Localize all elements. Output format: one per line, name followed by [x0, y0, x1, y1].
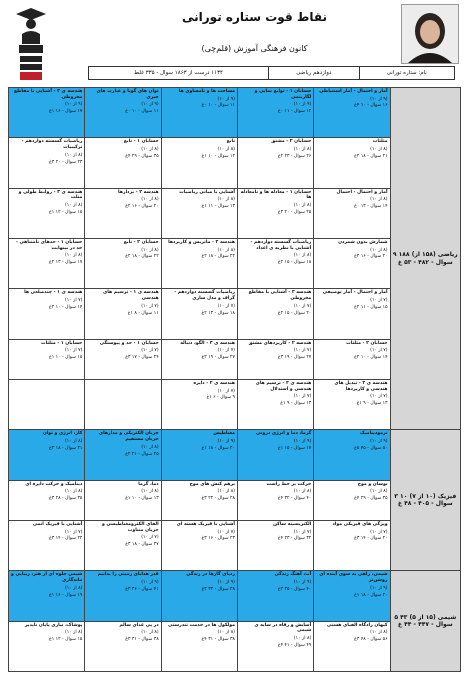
topic-title: مغناطیس — [213, 431, 235, 437]
topic-score: (۸ از ۱۰) — [293, 253, 312, 259]
topic-stats: ۴۹ سوال - ۴۱ ۴غ — [277, 642, 312, 648]
topic-stats: ۱۴ سوال - ۱۳ ۰غ — [354, 204, 388, 210]
subject-cell: شیمی (۱۵ از ۵) ۴۳ ۵ سوال - ۴۴۷ - ۴۴ غ — [390, 571, 460, 672]
table-row — [9, 430, 461, 480]
topic-cell — [9, 621, 85, 671]
topic-stats: ۲۱ سوال - ۱۸ ۲غ — [354, 153, 388, 159]
topic-title: جریان الکتریکی و مدارهای جریان مستقیم — [98, 431, 159, 443]
topic-title: هندسه ی ۳ - ترسیم های هندسی و استدلال — [255, 380, 312, 392]
topic-stats: ۲۷ سوال - ۱۸ ۳غ — [125, 542, 159, 548]
topic-cell — [237, 621, 313, 671]
topic-score: (۸ از ۱۰) — [370, 489, 388, 495]
topic-cell — [85, 480, 161, 520]
topic-score: (۷ از ۱۰) — [370, 394, 388, 400]
topic-title: هندسه ی ۳ - الگو، دنباله — [180, 340, 235, 346]
topic-stats: ۱۱ سوال - ۸ ۱غ — [127, 310, 159, 316]
topic-score: (۷ از ۱۰) — [64, 348, 83, 354]
topic-score: (۸ از ۱۰) — [141, 444, 159, 450]
topic-stats: ۴۰ سوال - ۳۵ ۳غ — [277, 586, 312, 592]
topic-cell — [237, 138, 313, 188]
topic-cell — [161, 339, 237, 379]
topic-title: برهم کنش های موج — [189, 481, 235, 487]
topic-cell — [9, 379, 85, 429]
topic-title: آمار و احتمال - آمار استنباطی — [319, 89, 388, 94]
topic-stats: ۲۶ سوال - ۲۳ ۲غ — [277, 153, 312, 159]
topic-score: (۷ از ۱۰) — [141, 535, 159, 541]
topic-stats: ۲۰ سوال - ۱۵ ۲غ — [277, 310, 312, 316]
topic-score: (۹ از ۱۰) — [293, 102, 312, 108]
topic-title: هندسه ی ۱ - چندضلعی ها — [24, 290, 83, 296]
topic-stats: ۱۳ سوال - ۱۰ ۱غ — [125, 496, 159, 502]
topic-stats: ۱۸ سوال - ۱۳ ۲غ — [201, 310, 235, 316]
topic-score: (۸ از ۱۰) — [141, 247, 159, 253]
topic-title: حسابان ۱ - تابع — [123, 139, 159, 145]
topic-stats: ۳۵ سوال - ۲۹ ۴غ — [125, 153, 159, 159]
topic-cell — [85, 571, 161, 621]
topic-stats: ۱۹ سوال - ۱۶ ۱غ — [48, 592, 83, 598]
topic-score: (۷ از ۱۰) — [64, 529, 83, 535]
topic-score: (۸ از ۱۰) — [217, 489, 235, 495]
topic-cell — [9, 520, 85, 570]
topic-stats: ۱۴ سوال - ۱۰ ۲غ — [354, 355, 388, 361]
topic-title: پوشاک، نیازی پایان ناپذیر — [24, 622, 83, 628]
topic-title: هندسه ی ۳ - آشنایی با مقاطع مخروطی — [13, 89, 83, 100]
topic-cell — [161, 88, 237, 138]
topic-cell — [9, 430, 85, 480]
topic-score: (۷ از ۱۰) — [141, 348, 159, 354]
topic-score: (۷ از ۱۰) — [370, 529, 388, 535]
topic-cell — [161, 480, 237, 520]
topic-stats: ۱۳ سوال - ۹ ۱غ — [356, 401, 388, 407]
topic-stats: ۱۲ سوال - ۱۱ ۰غ — [277, 109, 312, 115]
topic-cell — [237, 289, 313, 339]
topic-cell — [314, 138, 390, 188]
topic-score: (۸ از ۱۰) — [141, 147, 159, 153]
topic-title: توان های گویا و عبارت های جبری — [96, 89, 159, 100]
topic-stats: ۲۷ سوال - ۱۹ ۳غ — [201, 355, 235, 361]
topic-stats: ۱۷ سوال - ۱۵ ۱غ — [277, 445, 312, 451]
topic-cell — [237, 571, 313, 621]
strength-table — [8, 87, 461, 672]
topic-cell — [85, 430, 161, 480]
topic-title: دینامیک و حرکت دایره ای — [25, 481, 83, 487]
topic-cell — [161, 379, 237, 429]
topic-title: شمارش بدون شمردن — [338, 239, 388, 245]
topic-title: هندسه ی ۱ - ترسیم های هندسی — [103, 290, 159, 302]
topic-title: کار، انرژی و توان — [42, 431, 83, 437]
topic-score: (۸ از ۱۰) — [370, 147, 388, 153]
topic-score: (۸ از ۱۰) — [370, 197, 388, 203]
topic-title: کیهان زادگاه الفبای هستی — [327, 622, 388, 628]
topic-cell — [237, 379, 313, 429]
topic-cell — [85, 88, 161, 138]
topic-score: (۸ از ۱۰) — [64, 630, 83, 636]
topic-title: دما، گرما — [138, 481, 159, 487]
topic-cell — [314, 88, 390, 138]
topic-cell — [9, 339, 85, 379]
topic-score: (۷ از ۱۰) — [293, 394, 312, 400]
topic-title: ترمودینامیک — [360, 431, 388, 437]
topic-title: شیمی، راهی به سوی آینده ای روشن‌تر — [319, 572, 388, 584]
topic-score: (۸ از ۱۰) — [217, 147, 235, 153]
topic-cell — [314, 238, 390, 288]
topic-cell — [237, 88, 313, 138]
kanoon-logo — [8, 4, 54, 84]
topic-stats: ۲۷ سوال - ۱۹ ۳غ — [277, 355, 312, 361]
topic-cell — [237, 480, 313, 520]
topic-score: (۸ از ۱۰) — [370, 247, 388, 253]
topic-cell — [314, 188, 390, 238]
topic-score: (۸ از ۱۰) — [64, 203, 83, 209]
page-subtitle: کانون فرهنگی آموزش (قلم‌چی) — [201, 44, 308, 53]
topic-title: مساحت ها و نامساوی ها — [178, 89, 235, 94]
topic-cell — [161, 571, 237, 621]
topic-title: ویژگی های فیزیکی مواد — [332, 521, 388, 527]
topic-cell — [237, 339, 313, 379]
topic-score: (۸ از ۱۰) — [217, 197, 235, 203]
topic-cell — [85, 238, 161, 288]
topic-score: (۷ از ۱۰) — [217, 388, 235, 394]
topic-score: (۹ از ۱۰) — [217, 96, 235, 102]
topic-stats: ۲۱ سوال - ۱۸ ۲غ — [48, 445, 83, 451]
topic-score: (۷ از ۱۰) — [293, 529, 312, 535]
topic-cell — [314, 289, 390, 339]
student-name: نام: ستاره تورانی — [359, 67, 454, 79]
topic-score: (۷ از ۱۰) — [370, 348, 388, 354]
topic-title: القای الکترومغناطیسی و جریان متناوب — [101, 521, 159, 533]
topic-cell — [9, 138, 85, 188]
topic-score: (۸ از ۱۰) — [217, 247, 235, 253]
topic-cell — [161, 621, 237, 671]
topic-title: هندسه ۳ - آشنایی با مقاطع مخروطی — [248, 290, 312, 302]
page-title: نقاط قوت ستاره تورانی — [182, 10, 327, 24]
topic-cell — [85, 379, 161, 429]
topic-stats: ۴۱ سوال - ۳۶ ۳غ — [125, 586, 159, 592]
topic-title: گرما، دما و انرژی درونی — [256, 431, 312, 437]
topic-stats: ۲۸ سوال - ۲۲ ۳غ — [201, 496, 235, 502]
info-bar — [88, 66, 455, 80]
topic-score: (۸ از ۱۰) — [64, 585, 83, 591]
topic-stats: ۱۴ سوال - ۱۰ ۲غ — [48, 304, 83, 310]
topic-title: آشنایی با مبانی ریاضیات — [179, 189, 235, 195]
topic-cell — [314, 520, 390, 570]
topic-cell — [161, 238, 237, 288]
topic-title: حسابان ۲ - مشتق — [271, 139, 312, 145]
topic-score: (۷ از ۱۰) — [217, 348, 235, 354]
topic-score: (۸ از ۱۰) — [293, 203, 312, 209]
topic-stats: ۳۸ سوال - ۳۱ ۳غ — [125, 637, 159, 643]
student-grade: دوازدهم ریاضی — [268, 67, 359, 79]
topic-score: (۸ از ۱۰) — [293, 147, 312, 153]
topic-title: حرکت بر خط راست — [266, 481, 312, 487]
topic-score: (۷ از ۱۰) — [217, 303, 235, 309]
topic-title: حسابان ۱ - توابع نمایی و لگاریتمی — [254, 89, 312, 100]
topic-cell — [161, 520, 237, 570]
topic-cell — [161, 138, 237, 188]
topic-title: مثلثات — [372, 139, 388, 145]
topic-stats: ۳۵ سوال - ۲۹ ۴غ — [354, 496, 388, 502]
topic-title: حسابان ۱ - معادله ها و نامعادله ها — [240, 189, 312, 201]
topic-stats: ۲۲ سوال - ۱۸ ۲غ — [201, 254, 235, 260]
topic-score: (۷ از ۱۰) — [370, 298, 388, 304]
topic-cell — [9, 188, 85, 238]
topic-title: ریاضیات گسسته دوازدهم - آشنایی با نظریه ی اعداد — [250, 239, 312, 251]
topic-cell — [9, 289, 85, 339]
topic-stats: ۵۶ سوال - ۴۸ ۳غ — [354, 637, 388, 643]
topic-score: (۹ از ۱۰) — [141, 580, 159, 586]
topic-cell — [85, 138, 161, 188]
topic-score: (۷ از ۱۰) — [293, 303, 312, 309]
topic-title: الکتریسیته ساکن — [272, 521, 312, 527]
topic-score: (۸ از ۱۰) — [370, 630, 388, 636]
topic-stats: ۲۰ سوال - ۱۴ ۳غ — [354, 536, 388, 542]
topic-title: نوسان و موج — [357, 481, 388, 487]
topic-title: هندسه ی ۲ - دایره — [193, 380, 235, 386]
topic-stats: ۱۷ سوال - ۱۳ ۲غ — [48, 260, 83, 266]
topic-stats: ۲۵ سوال - ۲۱ ۲غ — [125, 451, 159, 457]
topic-stats: ۳۲ سوال - ۲۳ ۴غ — [277, 536, 312, 542]
topic-stats: ۲۰ سوال - ۱۶ ۲غ — [354, 254, 388, 260]
topic-score: (۷ از ۱۰) — [141, 303, 159, 309]
topic-cell — [237, 238, 313, 288]
topic-cell — [161, 430, 237, 480]
topic-cell — [85, 621, 161, 671]
topic-cell — [314, 339, 390, 379]
topic-score: (۹ از ۱۰) — [293, 580, 312, 586]
topic-cell — [237, 188, 313, 238]
topic-stats: ۲۰ سوال - ۱۸ ۱غ — [201, 445, 235, 451]
topic-cell — [85, 289, 161, 339]
topic-cell — [9, 88, 85, 138]
topic-stats: ۱۱ سوال - ۱۰ ۰غ — [201, 103, 235, 109]
topic-cell — [314, 621, 390, 671]
topic-stats: ۲۴ سوال - ۱۷ ۳غ — [125, 355, 159, 361]
topic-cell — [161, 188, 237, 238]
topic-title: آسایش و رفاه در سایه ی شیمی — [254, 622, 312, 634]
topic-stats: ۱۸ سوال - ۱۵ ۲غ — [277, 260, 312, 266]
subject-cell: ریاضی (۱۵۸ از) ۱۸۸ ۹ سوال - ۴۸۲ - ۵۳ غ — [390, 88, 460, 430]
topic-stats: ۱۱ سوال - ۱۰ ۰غ — [125, 109, 159, 115]
topic-stats: ۳۵ سوال - ۲۸ ۳غ — [48, 496, 83, 502]
topic-title: قدر هدایای زمینی را بدانیم — [97, 572, 159, 578]
topic-score: (۹ از ۱۰) — [293, 439, 312, 445]
topic-stats: ۹ سوال - ۶ ۱غ — [206, 395, 235, 401]
topic-title: ردپای گازها در زندگی — [186, 572, 235, 578]
topic-cell — [237, 520, 313, 570]
topic-cell — [9, 480, 85, 520]
topic-stats: ۲۰ سوال - ۱۸ ۱غ — [354, 592, 388, 598]
table-row — [9, 88, 461, 138]
topic-stats: ۱۲ سوال - ۱۰ ۱غ — [201, 153, 235, 159]
topic-stats: ۳۸ سوال - ۳۳ ۳غ — [201, 586, 235, 592]
topic-stats: ۱۵ سوال - ۱۱ ۲غ — [354, 304, 388, 310]
subject-cell: فیزیک (۱۰ از ۷) ۱۰ ۳ سوال - ۴۰۵ - ۴۸ غ — [390, 430, 460, 571]
topic-title: هندسه ی ۳ - روابط طولی و مثلث — [18, 189, 83, 201]
topic-cell — [161, 289, 237, 339]
topic-title: ریاضیات گسسته دوازدهم - گراف و مدل سازی — [174, 290, 235, 302]
topic-title: حسابان ۲ - مثلثات — [346, 340, 388, 346]
topic-stats: ۱۷ سوال - ۱۶ ۱غ — [48, 109, 83, 115]
topic-title: حسابان ۱ - حدهای نامتناهی - حد در بینهایت — [15, 239, 83, 251]
topic-title: حسابان ۲ - تابع — [123, 239, 159, 245]
topic-score: (۸ از ۱۰) — [64, 253, 83, 259]
topic-stats: ۱۳ سوال - ۱۱ ۱غ — [201, 204, 235, 210]
topic-cell — [314, 379, 390, 429]
topic-title: در پی غذای سالم — [119, 622, 159, 628]
topic-score: (۸ از ۱۰) — [293, 636, 312, 642]
topic-cell — [237, 430, 313, 480]
topic-title: هندسه ی ۲ - تبدیل های هندسی و کاربردها — [334, 380, 388, 392]
topic-stats: ۱۵ سوال - ۱۲ ۱غ — [48, 209, 83, 215]
topic-title: ریاضیات گسسته دوازدهم - ترکیبیات — [21, 139, 83, 151]
topic-stats: ۲۳ سوال - ۲۰ ۳غ — [48, 159, 83, 165]
topic-title: حسابان ۱ - حد و پیوستگی — [99, 340, 159, 346]
topic-score: (۷ از ۱۰) — [64, 298, 83, 304]
topic-score: (۹ از ۱۰) — [217, 580, 235, 586]
student-photo — [401, 4, 459, 64]
topic-title: حسابان ۱ - مثلثات — [40, 340, 83, 346]
topic-score: (۹ از ۱۰) — [64, 102, 83, 108]
topic-title: تابع — [226, 139, 235, 145]
topic-score: (۹ از ۱۰) — [370, 96, 388, 102]
topic-score: (۸ از ۱۰) — [64, 489, 83, 495]
topic-cell — [85, 339, 161, 379]
topic-title: آب، آهنگ زندگی — [274, 572, 312, 578]
topic-title: آمار و احتمال - آمار توصیفی — [322, 290, 388, 296]
topic-score: (۹ از ۱۰) — [141, 102, 159, 108]
topic-score: (۸ از ۱۰) — [141, 197, 159, 203]
topic-title: هندسه ۲ - بردارها — [118, 189, 159, 195]
topic-stats: ۲۰ سوال - ۱۶ ۲غ — [125, 204, 159, 210]
topic-score: (۸ از ۱۰) — [293, 489, 312, 495]
topic-score: (۸ از ۱۰) — [64, 152, 83, 158]
topic-cell — [314, 571, 390, 621]
topic-score: (۹ از ۱۰) — [370, 585, 388, 591]
topic-score: (۹ از ۱۰) — [370, 439, 388, 445]
topic-stats: ۲۲ سوال - ۱۸ ۲غ — [125, 254, 159, 260]
topic-score: (۷ از ۱۰) — [217, 529, 235, 535]
topic-cell — [314, 480, 390, 520]
topic-stats: ۲۲ سوال - ۱۴ ۳غ — [48, 536, 83, 542]
topic-stats: ۴۰ سوال - ۳۲ ۴غ — [277, 496, 312, 502]
topic-title: آمار و احتمال - احتمال — [336, 189, 388, 195]
topic-score: (۸ از ۱۰) — [217, 630, 235, 636]
topic-stats: ۵۰ سوال - ۴۵ ۵غ — [354, 445, 388, 451]
topic-cell — [314, 430, 390, 480]
topic-stats: ۱۵ سوال - ۱۲ ۱غ — [48, 637, 83, 643]
topic-title: مولکول ها در خدمت تندرستی — [168, 622, 235, 628]
topic-score: (۸ از ۱۰) — [64, 439, 83, 445]
topic-score: (۸ از ۱۰) — [141, 630, 159, 636]
topic-score: (۷ از ۱۰) — [293, 348, 312, 354]
topic-cell — [9, 238, 85, 288]
topic-stats: ۱۵ سوال - ۱۰ ۱غ — [48, 355, 83, 361]
topic-title: آشنایی با فیزیک هسته ای — [176, 521, 235, 527]
topic-title: هندسه ۲ - ماتریس و کاربردها — [168, 239, 235, 245]
topic-cell — [85, 520, 161, 570]
topic-title: شیمی جلوه ای از هنر، زیبایی و ماندگاری — [11, 572, 83, 584]
topic-score: (۸ از ۱۰) — [141, 489, 159, 495]
topic-stats: ۱۶ سوال - ۱۰ ۴غ — [354, 103, 388, 109]
topic-title: هندسه ۲ - کاربردهای مشتق — [248, 340, 312, 346]
topic-stats: ۳۸ سوال - ۳۱ ۴غ — [201, 637, 235, 643]
question-stats: ۱۱۳۴ درست از ۱۸۶۳ سوال - ۳۳۵ غلط — [134, 70, 223, 76]
topic-stats: ۲۵ سوال - ۲۰ ۳غ — [277, 209, 312, 215]
table-row — [9, 571, 461, 621]
topic-stats: ۱۳ سوال - ۹ ۱غ — [280, 401, 312, 407]
topic-score: (۹ از ۱۰) — [217, 439, 235, 445]
topic-title: آشنایی با فیزیک اتمی — [32, 521, 83, 527]
topic-cell — [9, 571, 85, 621]
topic-stats: ۲۳ سوال - ۱۶ ۳غ — [201, 536, 235, 542]
topic-cell — [85, 188, 161, 238]
